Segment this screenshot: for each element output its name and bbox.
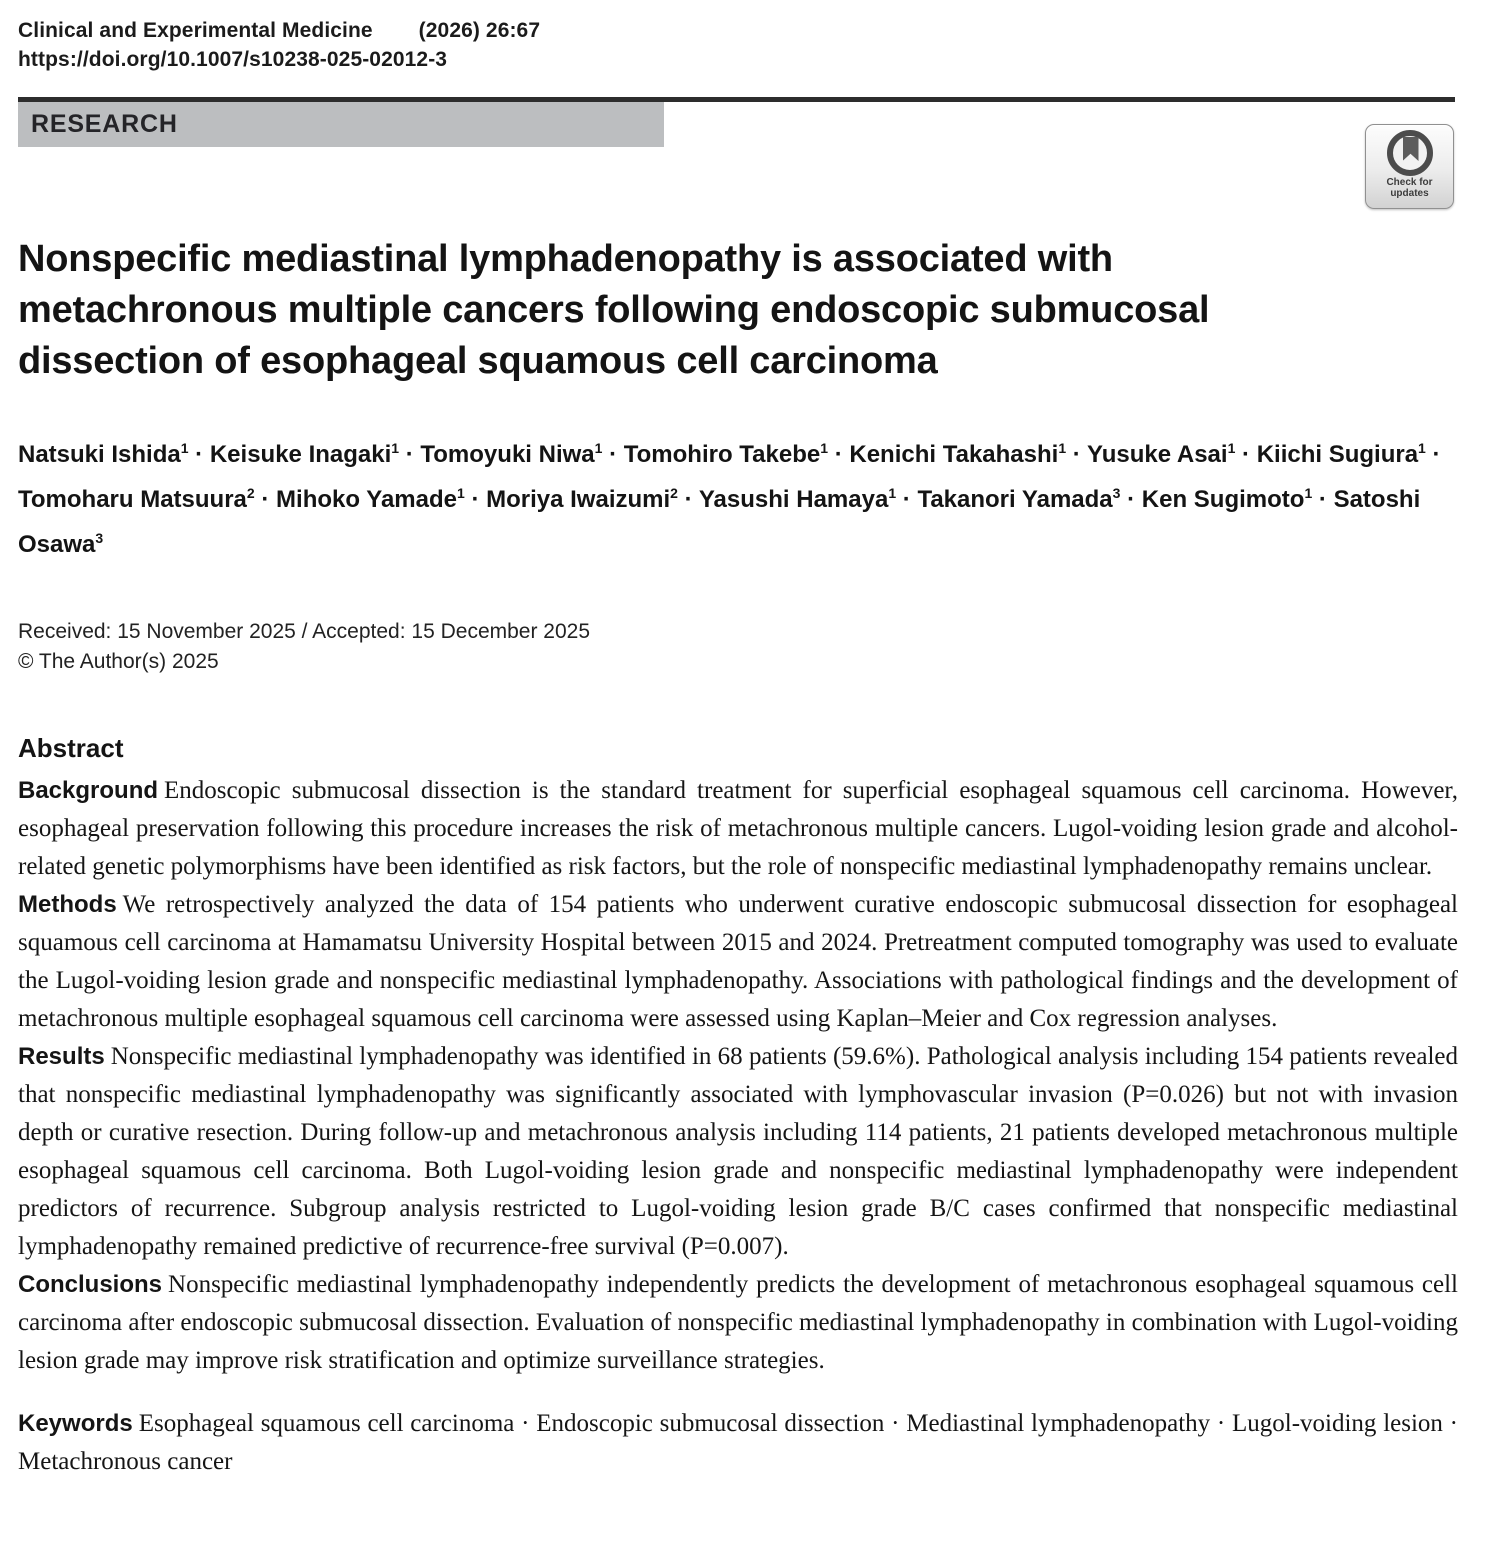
bookmark-icon [1387, 130, 1433, 176]
paragraph-text: Nonspecific mediastinal lymphadenopathy independently predicts the development of metachronous esophageal squamous cell carcinoma after endoscopic submucosal dissection. Evaluation of nonspecific mediastinal lymphadenopathy in combination with Lugol-voiding lesion grade may improve risk stratification and optimize surveillance strategies. [18, 1271, 1458, 1374]
paragraph-text: We retrospectively analyzed the data of 154 patients who underwent curative endoscopic submucosal dissection for esophageal squamous cell carcinoma at Hamamatsu University Hospital between 2015 and 2024. Pretreatment computed tomography was used to evaluate the Lugol-voiding lesion grade and nonspecific mediastinal lymphadenopathy. Associations with pathological findings and the development of metachronous multiple esophageal squamous cell carcinoma were assessed using Kaplan–Meier and Cox regression analyses. [18, 891, 1458, 1032]
journal-title-line [18, 16, 1455, 45]
check-for-updates-badge[interactable] [1365, 124, 1454, 209]
abstract-paragraph-conclusions [18, 1266, 1458, 1380]
abstract-paragraph-background [18, 772, 1458, 886]
research-banner-label: RESEARCH [31, 110, 178, 138]
author: Ken Sugimoto$^1$ [1141, 485, 1313, 513]
author: Keisuke Inagaki$^1$ [209, 440, 400, 468]
keywords-text: Esophageal squamous cell carcinoma · Endoscopic submucosal dissection · Mediastinal lymphadenopathy · Lugol-voiding lesion · Metachronous cancer [18, 1410, 1458, 1475]
abstract-paragraph-methods [18, 886, 1458, 1038]
article-title: Nonspecific mediastinal lymphadenopathy is associated with metachronous multiple cancers following endoscopic submucosal dissection of esophageal squamous cell carcinoma [18, 238, 1210, 382]
author-separator: · [1425, 441, 1441, 468]
author-list [18, 429, 1455, 564]
keywords-label: Keywords [18, 1410, 133, 1437]
journal-citation: (2026) 26:67 [418, 19, 541, 42]
author-separator: · [1066, 441, 1088, 468]
author: Tomoyuki Niwa$^1$ [420, 440, 603, 468]
author-separator: · [399, 441, 421, 468]
copyright-line: © The Author(s) 2025 [18, 650, 219, 673]
author: Mihoko Yamade$^1$ [276, 485, 465, 513]
author-separator: · [254, 486, 277, 513]
research-banner [18, 102, 664, 147]
author: Kiichi Sugiura$^1$ [1256, 440, 1426, 468]
journal-name: Clinical and Experimental Medicine [18, 19, 373, 42]
received-accepted: Received: 15 November 2025 / Accepted: 15 December 2025 [18, 620, 591, 643]
abstract-heading: Abstract [18, 733, 124, 763]
author: Satoshi Osawa$^3$ [18, 486, 1421, 558]
paragraph-text: Nonspecific mediastinal lymphadenopathy was identified in 68 patients (59.6%). Pathological analysis including 154 patients revealed that nonspecific mediastinal lymphadenopathy was significantly associated with lymphovascular invasion (P=0.026) but not with invasion depth or curative resection. During follow-up and metachronous analysis including 114 patients, 21 patients developed metachronous multiple esophageal squamous cell carcinoma. Both Lugol-voiding lesion grade and nonspecific mediastinal lymphadenopathy were independent predictors of recurrence. Subgroup analysis restricted to Lugol-voiding lesion grade B/C cases confirmed that nonspecific mediastinal lymphadenopathy remained predictive of recurrence-free survival (P=0.007). [18, 1043, 1458, 1260]
author-separator: · [602, 441, 624, 468]
author-separator: · [188, 441, 210, 468]
check-for-updates-label: Check for updates [1386, 177, 1433, 199]
author-separator: · [896, 486, 918, 513]
author: Moriya Iwaizumi$^2$ [486, 485, 678, 513]
author: Takanori Yamada$^3$ [917, 485, 1121, 513]
author-separator: · [1312, 486, 1334, 513]
journal-header [18, 16, 1455, 74]
author: Kenichi Takahashi$^1$ [849, 440, 1067, 468]
abstract-body [18, 772, 1458, 1481]
author: Yasushi Hamaya$^1$ [698, 485, 897, 513]
paragraph-label: Results [18, 1043, 105, 1070]
author-separator: · [1120, 486, 1142, 513]
author: Tomohiro Takebe$^1$ [623, 440, 829, 468]
abstract-paragraph-results [18, 1038, 1458, 1266]
paragraph-text: Endoscopic submucosal dissection is the standard treatment for superficial esophageal squamous cell carcinoma. However, esophageal preservation following this procedure increases the risk of metachronous multiple cancers. Lugol-voiding lesion grade and alcohol-related genetic polymorphisms have been identified as risk factors, but the role of nonspecific mediastinal lymphadenopathy remains unclear. [18, 777, 1458, 880]
paragraph-label: Methods [18, 891, 117, 918]
article-dates [18, 617, 1455, 677]
paragraph-label: Background [18, 777, 159, 804]
author-separator: · [828, 441, 850, 468]
author-separator: · [677, 486, 699, 513]
keywords-paragraph [18, 1405, 1458, 1481]
author: Natsuki Ishida$^1$ [18, 440, 189, 468]
author: Yusuke Asai$^1$ [1087, 440, 1236, 468]
author: Tomoharu Matsuura$^2$ [18, 485, 255, 513]
author-separator: · [464, 486, 487, 513]
doi-link[interactable]: https://doi.org/10.1007/s10238-025-02012-3 [18, 48, 448, 71]
author-separator: · [1235, 441, 1257, 468]
paragraph-label: Conclusions [18, 1271, 163, 1298]
